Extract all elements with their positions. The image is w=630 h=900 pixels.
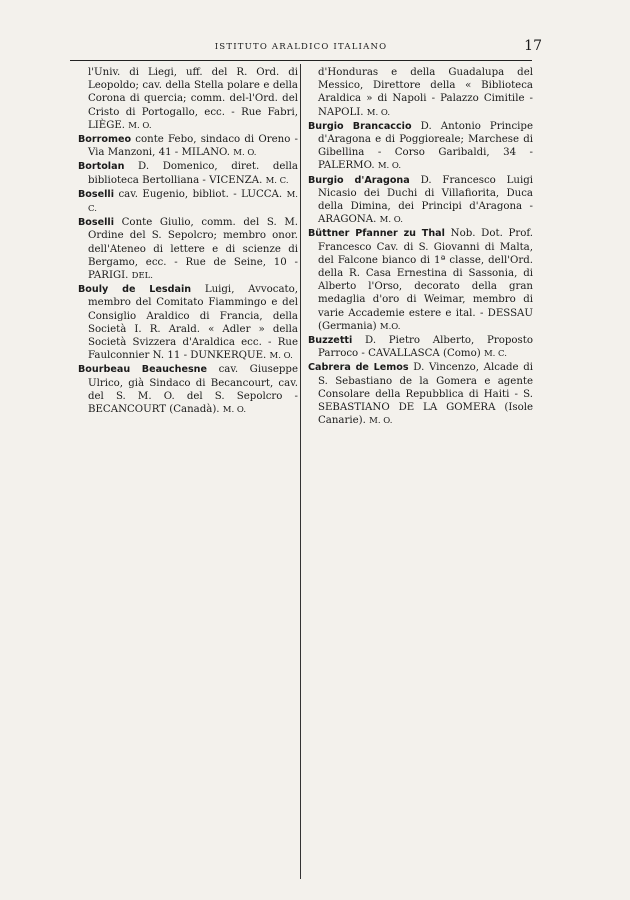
directory-entry — [78, 66, 298, 133]
entry-name: Boselli — [78, 188, 114, 200]
entry-member-tag: M. O. — [233, 148, 257, 159]
page-header — [70, 38, 542, 61]
entry-text: cav. Eugenio, bibliot. - LUCCA. — [118, 188, 283, 200]
entry-name: Cabrera de Lemos — [308, 362, 409, 374]
directory-entry — [308, 361, 533, 428]
entry-text: l'Univ. di Liegi, uff. del R. Ord. di Leopoldo; cav. della Stella polare e della Corona di quercia; comm. del-l'Ord. del Cristo di Portogallo, ecc. - Rue Fabri, LIÈGE. — [88, 67, 298, 131]
entry-text: cav. Giuseppe Ulrico, già Sindaco di Becancourt, cav. del S. M. O. del S. Sepolcro - BECANCOURT (Canadà). — [88, 364, 298, 416]
directory-entry — [78, 160, 298, 187]
entry-member-tag: M. O. — [269, 351, 293, 362]
entry-member-tag: DEL. — [131, 271, 153, 282]
directory-entry — [308, 334, 533, 361]
entry-name: Bortolan — [78, 161, 125, 173]
entry-text: D. Vincenzo, Alcade di S. Sebastiano de la Gomera e agente Consolare della Repubblica di Haiti - S. SEBASTIANO DE LA GOMERA (Isole Canarie). — [318, 362, 533, 427]
entry-member-tag: M.O. — [379, 321, 401, 332]
directory-entry — [78, 363, 298, 417]
entry-member-tag: M. O. — [128, 120, 152, 131]
running-title: ISTITUTO ARALDICO ITALIANO — [214, 42, 388, 52]
entry-name: Burgio Brancaccio — [308, 120, 412, 132]
page-number: 17 — [524, 38, 542, 54]
column-divider — [300, 64, 301, 879]
entry-text: d'Honduras e della Guadalupa del Messico, Direttore della « Biblioteca Araldica » di Napoli - Palazzo Cimitile - NAPOLI. — [318, 67, 533, 118]
entry-text: Conte Giulio, comm. del S. M. Ordine del S. Sepolcro; membro onor. dell'Ateneo di lettere e di scienze di Bergamo, ecc. - Rue de Seine, 10 - PARIGI. — [88, 217, 298, 282]
entry-member-tag: M. O. — [377, 161, 402, 172]
entry-text: D. Francesco Luigi Nicasio dei Duchi di Villafiorita, Duca della Dimina, dei Principi d'Aragona - ARAGONA. — [318, 174, 533, 226]
entry-member-tag: M. O. — [222, 405, 247, 416]
entry-member-tag: M. C. — [483, 349, 507, 360]
entry-name: Buzzetti — [308, 335, 353, 347]
entry-name: Borromeo — [78, 134, 132, 146]
entry-text: D. Antonio Principe d'Aragona e di Poggioreale; Marchese di Gibellina - Corso Garibaldi, 34 - PALERMO. — [318, 120, 533, 172]
entry-member-tag: M. O. — [366, 107, 391, 118]
entry-name: Bourbeau Beauchesne — [78, 364, 207, 376]
directory-entry — [308, 227, 533, 334]
entry-member-tag: M. C. — [88, 189, 298, 215]
entry-text: D. Pietro Alberto, Proposto Parroco - CAVALLASCA (Como) — [318, 335, 533, 360]
directory-entry — [78, 283, 298, 363]
directory-entry — [308, 174, 533, 228]
entry-name: Bouly de Lesdain — [78, 284, 192, 296]
directory-entry — [308, 66, 533, 120]
entry-text: Luigi, Avvocato, membro del Comitato Fiammingo e del Consiglio Araldico di Francia, della Società I. R. Arald. « Adler » della Società Svizzera d'Araldica ecc. - Rue Faulconnier N. 11 - DUNKERQUE. — [88, 284, 298, 362]
entry-member-tag: M. C. — [265, 175, 289, 186]
entry-member-tag: M. O. — [369, 416, 393, 427]
entry-text: Nob. Dot. Prof. Francesco Cav. di S. Giovanni di Malta, del Falcone bianco di 1ª classe, dell'Ord. della R. Casa Ernestina di Sassonia, di Alberto l'Orso, decorato della gran medaglia d'oro di Weimar, membro di varie Accademie estere e ital. - DESSAU (Germania) — [318, 228, 534, 332]
entry-text: D. Domenico, diret. della biblioteca Bertolliana - VICENZA. — [88, 161, 299, 186]
entry-name: Burgio d'Aragona — [308, 174, 410, 186]
directory-entry — [78, 133, 298, 160]
directory-entry — [78, 216, 298, 283]
right-column — [308, 66, 533, 428]
entry-member-tag: M. O. — [379, 215, 403, 226]
left-column — [78, 66, 298, 417]
entry-name: Büttner Pfanner zu Thal — [308, 228, 445, 240]
directory-entry — [308, 120, 533, 174]
entry-name: Boselli — [78, 217, 114, 229]
entry-text: conte Febo, sindaco di Oreno - Via Manzoni, 41 - MILANO. — [88, 134, 299, 159]
directory-entry — [78, 188, 298, 216]
